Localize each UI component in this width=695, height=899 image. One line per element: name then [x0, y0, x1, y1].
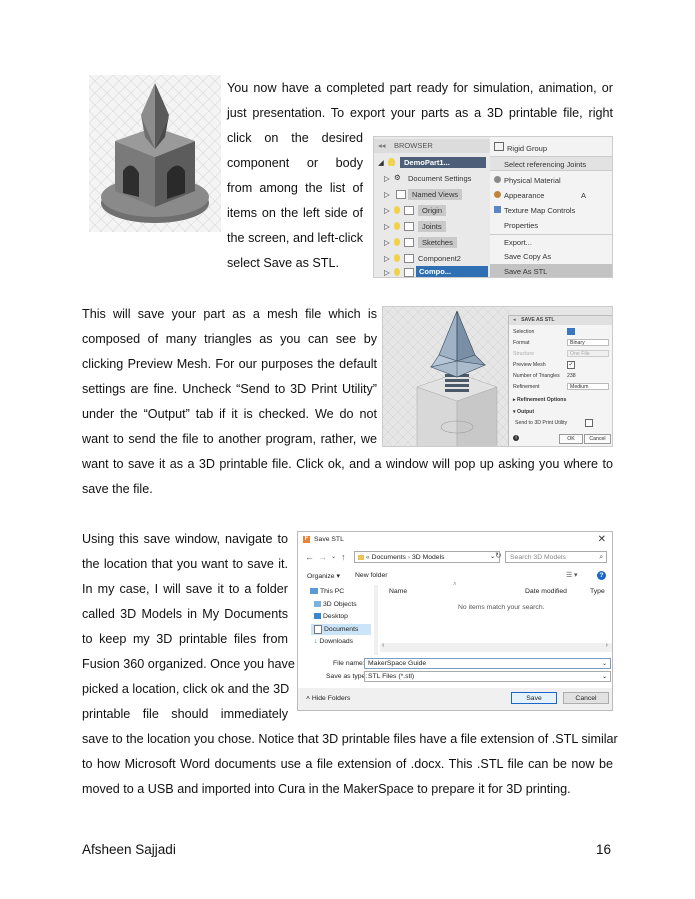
text-line: the screen, and left-click — [227, 231, 363, 245]
text-line: just presentation. To export your parts as a 3D printable file, right — [227, 106, 613, 120]
tree-item-component2[interactable]: ▷ Component2 — [384, 254, 461, 263]
text-line: want to send the file to another program, rather, we — [82, 432, 377, 446]
footer-author: Afsheen Sajjadi — [82, 842, 176, 857]
menu-item-physical-material[interactable]: Physical Material — [490, 173, 613, 188]
computer-icon — [310, 588, 318, 594]
sidebar-item-downloads[interactable]: ↓ Downloads — [314, 638, 354, 645]
view-options-icon[interactable]: ☰ ▾ — [566, 572, 578, 579]
dialog-cancel-button[interactable]: Cancel — [563, 692, 609, 704]
text-line: want to save it as a 3D printable file. Click ok, and a window will pop up asking you where to — [82, 457, 613, 471]
chevron-down-icon: ⌄ — [601, 661, 607, 667]
save-type-label: Save as type: — [326, 673, 368, 680]
folder-icon — [404, 238, 414, 247]
refinement-label: Refinement — [513, 384, 540, 390]
horizontal-scrollbar[interactable]: ‹ › — [380, 643, 612, 652]
menu-item-rigid-group[interactable]: Rigid Group — [490, 141, 613, 156]
folder-icon — [404, 222, 414, 231]
rigid-group-icon — [494, 142, 504, 151]
desktop-icon — [314, 613, 321, 619]
text-line: to how Microsoft Word documents use a file extension of .docx. This .STL file can be now be — [82, 757, 613, 771]
sidebar-item-documents[interactable]: Documents — [311, 624, 371, 635]
menu-item-texture-map-controls[interactable]: Texture Map Controls — [490, 203, 613, 218]
text-line: Fusion 360 organized. Once you have — [82, 657, 295, 671]
paragraph-export-intro — [227, 76, 613, 126]
send-to-print-checkbox[interactable] — [585, 419, 593, 427]
preview-mesh-checkbox[interactable]: ✓ — [568, 362, 574, 368]
lightbulb-icon — [394, 254, 400, 262]
info-icon[interactable]: i — [513, 435, 519, 441]
text-line: save to the location you chose. Notice that 3D printable files have a file extension of .STL similar — [82, 732, 618, 746]
refinement-select[interactable]: Medium — [567, 383, 609, 390]
selection-button[interactable] — [567, 328, 575, 335]
save-type-select[interactable]: STL Files (*.stl) ⌄ — [364, 671, 611, 682]
refinement-options-section[interactable]: ▸ Refinement Options — [513, 397, 567, 403]
text-line: called 3D Models in My Documents — [82, 607, 288, 621]
save-button[interactable]: Save — [511, 692, 557, 704]
file-name-input[interactable]: MakerSpace Guide ⌄ — [364, 658, 611, 669]
text-line: select Save as STL. — [227, 256, 339, 270]
toolbar — [298, 569, 612, 583]
column-header-date[interactable]: Date modified — [525, 588, 567, 595]
column-header-name[interactable]: Name — [389, 588, 408, 595]
text-line: the location that you want to save it. — [82, 557, 288, 571]
context-menu — [490, 137, 613, 278]
text-line: component or body — [227, 156, 363, 170]
recent-chevron-icon[interactable]: ⌄ — [331, 554, 337, 560]
close-icon[interactable]: ✕ — [597, 534, 606, 545]
chevron-down-icon: ⌄ — [601, 674, 607, 680]
menu-item-export[interactable]: Export... — [490, 234, 613, 249]
column-header-type[interactable]: Type — [590, 588, 605, 595]
text-line: from among the list of — [227, 181, 363, 195]
component-icon — [404, 254, 414, 263]
folder-icon — [358, 555, 364, 560]
lightbulb-icon — [394, 222, 400, 230]
material-icon — [494, 176, 501, 183]
sidebar-item-3d-objects[interactable]: 3D Objects — [314, 601, 357, 608]
save-fields — [298, 656, 612, 686]
text-line: This will save your part as a mesh file which is — [82, 307, 377, 321]
text-line: to keep my 3D printable files from — [82, 632, 288, 646]
text-line: click on the desired — [227, 131, 363, 145]
file-list — [380, 582, 612, 655]
panel-title: SAVE AS STL — [521, 317, 555, 323]
text-line: save the file. — [82, 482, 153, 496]
tree-item-selected-component[interactable]: ▷ Compo... — [374, 266, 490, 278]
text-line: moved to a USB and imported into Cura in the MakerSpace to prepare it for 3D printing. — [82, 782, 571, 796]
tree-item-root[interactable]: ◢ DemoPart1... — [374, 156, 490, 170]
menu-item-appearance[interactable]: Appearance A — [490, 188, 613, 203]
search-input[interactable]: Search 3D Models ⌕ — [505, 551, 607, 563]
dialog-title: Save STL — [314, 536, 344, 543]
paragraph-mesh-settings — [82, 302, 377, 452]
paragraph-mesh-settings-cont — [82, 452, 613, 502]
output-section[interactable]: ▾ Output — [513, 409, 535, 415]
text-line: picked a location, click ok and the 3D — [82, 682, 290, 696]
structure-label: Structure — [513, 351, 535, 357]
cancel-button[interactable]: Cancel — [584, 434, 611, 444]
text-line: printable file should immediately — [82, 707, 288, 721]
preview-mesh-label: Preview Mesh — [513, 362, 546, 368]
text-line: items on the left side of — [227, 206, 363, 220]
structure-select[interactable]: One File — [567, 350, 609, 357]
triangles-label: Number of Triangles — [513, 373, 560, 379]
menu-item-save-as-stl[interactable]: Save As STL — [490, 264, 613, 278]
format-label: Format — [513, 340, 530, 346]
paragraph-export-intro-cont — [227, 126, 363, 276]
text-line: In my case, I will save it to a folder — [82, 582, 288, 596]
send-to-print-label: Send to 3D Print Utility — [515, 420, 568, 426]
navigation-pane — [298, 585, 378, 655]
folder-icon — [404, 206, 414, 215]
sort-indicator-icon: ˄ — [453, 582, 457, 588]
save-stl-dialog — [297, 531, 613, 711]
lightbulb-icon — [388, 158, 395, 166]
browser-header: ◂◂ BROWSER — [374, 139, 490, 153]
new-folder-button[interactable]: New folder — [355, 572, 388, 579]
organize-button[interactable]: Organize ▾ — [307, 573, 340, 580]
browser-panel — [374, 137, 491, 278]
gear-icon: ⚙ — [394, 173, 401, 182]
paragraph-save-window — [82, 527, 295, 727]
text-line: under the “Output” tab if it is checked. We do not — [82, 407, 377, 421]
menu-item-properties[interactable]: Properties — [504, 221, 539, 230]
text-line: settings are fine. Uncheck “Send to 3D Print Utility” — [82, 382, 377, 396]
sidebar-item-desktop[interactable]: Desktop — [314, 613, 348, 620]
search-icon: ⌕ — [599, 554, 603, 561]
menu-item-save-copy-as[interactable]: Save Copy As — [504, 252, 552, 261]
refresh-icon[interactable]: ↻ — [495, 551, 502, 560]
file-name-label: File name: — [333, 660, 365, 667]
dialog-titlebar — [298, 532, 612, 548]
text-line: clicking Preview Mesh. For our purposes the default — [82, 357, 377, 371]
model-render-image — [89, 75, 221, 232]
back-arrow-icon[interactable]: ← — [305, 552, 314, 562]
up-arrow-icon[interactable]: ↑ — [341, 552, 346, 562]
text-line: You now have a completed part ready for simulation, animation, or — [227, 81, 613, 95]
lightbulb-icon — [394, 268, 400, 276]
menu-item-select-referencing-joints[interactable]: Select referencing Joints — [490, 156, 613, 171]
tree-item-joints[interactable]: ▷ Joints — [374, 220, 490, 234]
component-icon — [404, 268, 414, 277]
navigation-bar — [298, 550, 612, 566]
save-as-stl-panel: ◂ SAVE AS STL Selection Format Binary Structure One File Preview Mesh ✓ Number of Triangles 238 Refinement Medium ▸ Refinement Options ▾ Output Send to 3D Print Utility i OK Cancel — [508, 315, 613, 447]
download-icon: ↓ — [314, 638, 318, 645]
dialog-footer — [298, 688, 612, 710]
appearance-icon — [494, 191, 501, 198]
text-line: composed of many triangles as you can see by — [82, 332, 377, 346]
lightbulb-icon — [394, 206, 400, 214]
text-line: Using this save window, navigate to — [82, 532, 288, 546]
mesh-preview-screenshot — [382, 306, 613, 447]
paragraph-save-window-cont — [82, 727, 618, 802]
context-menu-screenshot — [373, 136, 613, 278]
lightbulb-icon — [394, 238, 400, 246]
empty-message: No items match your search. — [458, 604, 545, 611]
tree-item-sketches[interactable]: ▷ Sketches — [374, 236, 490, 250]
document-icon — [314, 625, 322, 634]
cube-icon — [314, 601, 321, 607]
address-dropdown-icon[interactable]: ⌄ — [489, 554, 495, 560]
folder-icon — [396, 190, 406, 199]
footer-page-number: 16 — [596, 842, 612, 857]
tree-item-origin[interactable]: ▷ Origin — [374, 204, 490, 218]
tree-item-named-views[interactable]: ▷ Named Views — [374, 188, 490, 202]
triangles-value: 238 — [567, 373, 576, 379]
browser-title: BROWSER — [394, 141, 433, 150]
texture-icon — [494, 206, 501, 213]
address-bar[interactable]: « Documents › 3D Models ⌄ — [354, 551, 500, 563]
sidebar-scrollbar[interactable] — [374, 585, 378, 655]
tree-item-document-settings[interactable]: ▷ ⚙ Document Settings — [384, 173, 472, 183]
fusion-app-icon: F — [304, 536, 309, 542]
ok-button[interactable]: OK — [559, 434, 583, 444]
sidebar-item-this-pc[interactable]: This PC — [310, 588, 344, 595]
selection-label: Selection — [513, 329, 535, 335]
format-select[interactable]: Binary — [567, 339, 609, 346]
hide-folders-button[interactable]: ˄ Hide Folders — [306, 695, 351, 702]
forward-arrow-icon[interactable]: → — [318, 552, 327, 562]
help-icon[interactable]: ? — [597, 571, 606, 580]
